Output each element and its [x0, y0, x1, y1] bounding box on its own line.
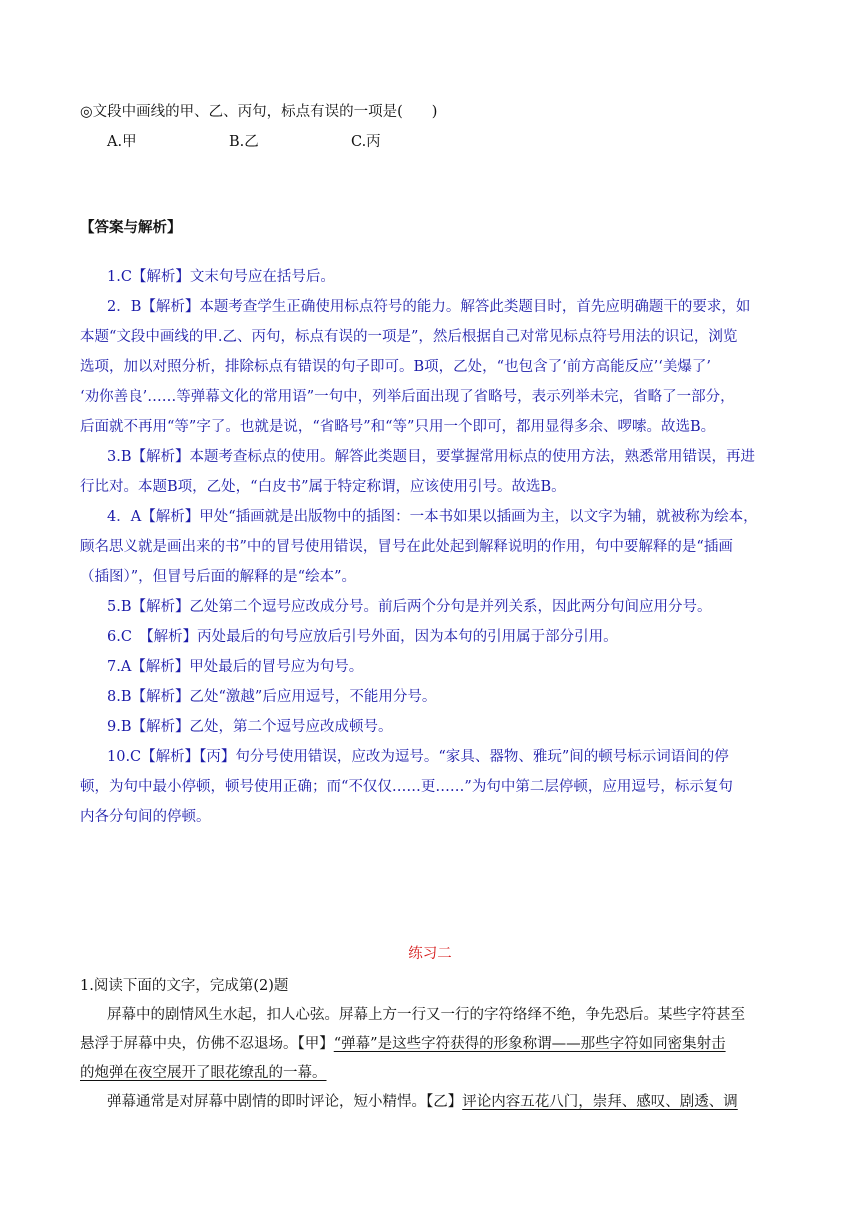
- underlined-sentence-yi: 评论内容五花八门，崇拜、感叹、剧透、调: [462, 1094, 738, 1110]
- underlined-sentence-jia-cont: 的炮弹在夜空展开了眼花缭乱的一幕。: [80, 1065, 327, 1081]
- option-b: B.乙: [229, 134, 259, 150]
- passage-line: 屏幕中的剧情风生水起，扣人心弦。屏幕上方一行又一行的字符络绎不绝，争先恐后。某些字符甚至: [107, 1007, 745, 1023]
- answer-5: 5.B【解析】乙处第二个逗号应改成分号。前后两个分句是并列关系，因此两分句间应用分号。: [107, 599, 712, 615]
- answer-4-line: （插图）”，但冒号后面的解释的是“绘本”。: [80, 569, 356, 585]
- answers-list: [80, 262, 785, 832]
- section2-body: [80, 970, 785, 1115]
- passage-text: 弹幕通常是对屏幕中剧情的即时评论，短小精悍。【乙】: [107, 1094, 463, 1110]
- answer-10-line: 顿，为句中最小停顿，顿号使用正确；而“不仅仅……更……”为句中第二层停顿，应用逗号，标示复句: [80, 779, 733, 795]
- answer-7: 7.A【解析】甲处最后的冒号应为句号。: [107, 659, 364, 675]
- question-options: [80, 132, 785, 152]
- answer-2-line: 后面就不再用“等”字了。也就是说，“省略号”和“等”只用一个即可，都用显得多余、啰嗦。故选B。: [80, 419, 716, 435]
- option-a: A.甲: [107, 134, 137, 150]
- answer-6: 6.C 【解析】丙处最后的句号应放后引号外面，因为本句的引用属于部分引用。: [107, 629, 618, 645]
- question-prompt: ◎文段中画线的甲、乙、丙句，标点有误的一项是( ): [80, 104, 438, 120]
- passage-line: [80, 1057, 785, 1086]
- answer-3-line: 行比对。本题B项，乙处，“白皮书”属于特定称谓，应该使用引号。故选B。: [80, 479, 566, 495]
- answer-2-line: 选项，加以对照分析，排除标点有错误的句子即可。B项，乙处，“也包含了‘前方高能反应’‘美爆了’: [80, 359, 712, 375]
- answers-heading: 【答案与解析】: [80, 219, 182, 236]
- answer-9: 9.B【解析】乙处，第二个逗号应改成顿号。: [107, 719, 393, 735]
- passage-text: 悬浮于屏幕中央，仿佛不忍退场。【甲】: [80, 1036, 334, 1052]
- answer-2-line: 本题“文段中画线的甲.乙、丙句，标点有误的一项是”，然后根据自己对常见标点符号用法的识记，浏览: [80, 329, 738, 345]
- option-c: C.丙: [351, 134, 381, 150]
- section2-instruction: 1.阅读下面的文字，完成第(2)题: [80, 978, 289, 994]
- section-title: 练习二: [408, 946, 452, 962]
- answer-4-line: 顾名思义就是画出来的书”中的冒号使用错误，冒号在此处起到解释说明的作用，句中要解释的是“插画: [80, 539, 733, 555]
- answer-3-line: 3.B【解析】本题考查标点的使用。解答此类题目，要掌握常用标点的使用方法，熟悉常用错误，再进: [107, 449, 755, 465]
- passage-line: [80, 1028, 785, 1057]
- answer-2-line: ‘劝你善良’……等弹幕文化的常用语”一句中，列举后面出现了省略号，表示列举未完，省略了一部分，: [80, 389, 735, 405]
- answer-10-line: 10.C【解析】【丙】句分号使用错误，应改为逗号。“家具、器物、雅玩”间的顿号标示词语间的停: [107, 749, 729, 765]
- passage-line: [80, 1086, 785, 1115]
- answer-10-line: 内各分句间的停顿。: [80, 809, 211, 825]
- answer-8: 8.B【解析】乙处“激越”后应用逗号，不能用分号。: [107, 689, 437, 705]
- answer-1: 1.C【解析】文末句号应在括号后。: [107, 269, 335, 285]
- answer-2-line: 2．B【解析】本题考查学生正确使用标点符号的能力。解答此类题目时，首先应明确题干的要求，如: [107, 299, 751, 315]
- underlined-sentence-jia: “弹幕”是这些字符获得的形象称谓——那些字符如同密集射击: [333, 1036, 726, 1052]
- answer-4-line: 4．A【解析】甲处“插画就是出版物中的插图：一本书如果以插画为主，以文字为辅，就被称为绘本，: [107, 509, 758, 525]
